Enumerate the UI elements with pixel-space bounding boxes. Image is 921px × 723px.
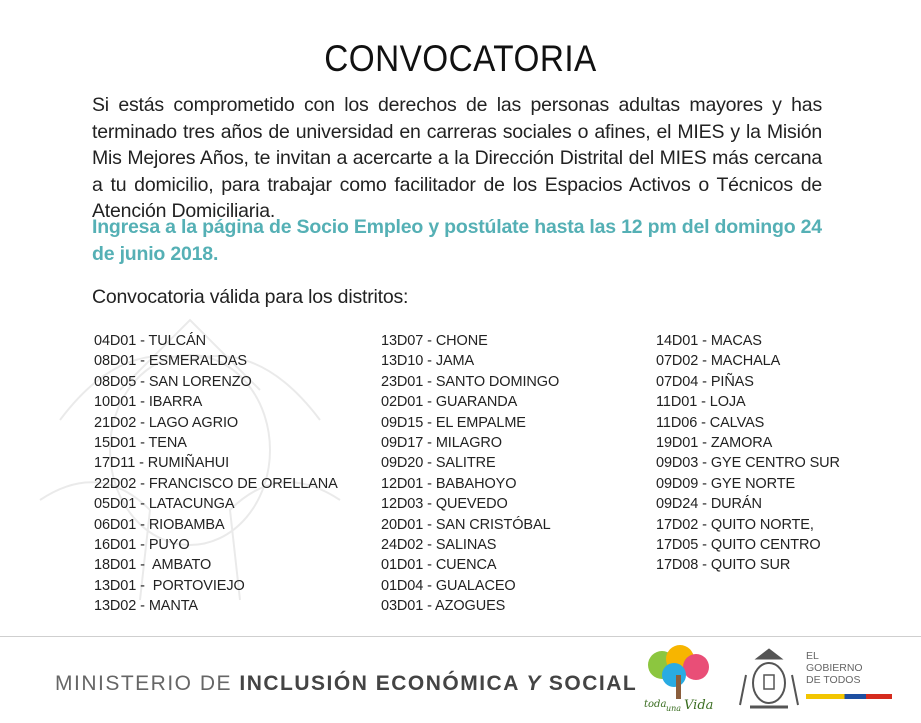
- gobierno-line-3: DE TODOS: [806, 674, 861, 686]
- district-item: 15D01 - TENA: [94, 435, 187, 452]
- district-item: 09D24 - DURÁN: [656, 496, 762, 513]
- district-item: 01D04 - GUALACEO: [381, 577, 516, 594]
- district-item: 13D02 - MANTA: [94, 598, 198, 615]
- district-item: 24D02 - SALINAS: [381, 537, 497, 554]
- district-item: 20D01 - SAN CRISTÓBAL: [381, 516, 551, 533]
- district-item: 09D09 - GYE NORTE: [656, 475, 796, 492]
- footer-divider: [0, 636, 921, 637]
- district-item: 22D02 - FRANCISCO DE ORELLANA: [94, 475, 338, 492]
- district-item: 09D20 - SALITRE: [381, 455, 496, 472]
- page-title: CONVOCATORIA: [324, 38, 597, 79]
- deadline-notice: Ingresa a la página de Socio Empleo y postúlate hasta las 12 pm del domingo 24 de junio 2018.: [92, 216, 822, 265]
- district-item: 13D01 - PORTOVIEJO: [94, 577, 245, 594]
- district-item: 08D01 - ESMERALDAS: [94, 353, 247, 370]
- district-item: 17D05 - QUITO CENTRO: [656, 537, 821, 554]
- district-item: 12D01 - BABAHOYO: [381, 475, 517, 492]
- ministry-name: [55, 672, 637, 696]
- district-item: 07D04 - PIÑAS: [656, 373, 754, 390]
- district-item: 19D01 - ZAMORA: [656, 435, 773, 452]
- district-item: 06D01 - RIOBAMBA: [94, 516, 225, 533]
- district-item: 04D01 - TULCÁN: [94, 333, 206, 349]
- district-item: 03D01 - AZOGUES: [381, 598, 506, 615]
- district-list-col2: [381, 331, 559, 617]
- vida-word-vida: Vida: [684, 698, 714, 713]
- district-item: 16D01 - PUYO: [94, 537, 190, 554]
- district-item: 14D01 - MACAS: [656, 333, 762, 349]
- district-item: 05D01 - LATACUNGA: [94, 496, 235, 513]
- district-item: 02D01 - GUARANDA: [381, 394, 518, 411]
- gobierno-line-1: EL: [806, 650, 819, 662]
- district-item: 17D08 - QUITO SUR: [656, 557, 791, 574]
- district-item: 21D02 - LAGO AGRIO: [94, 414, 239, 431]
- ecuador-coat-of-arms-icon: [736, 645, 802, 717]
- district-item: 09D17 - MILAGRO: [381, 435, 502, 452]
- district-list-col1: [94, 331, 338, 617]
- gobierno-line-2: GOBIERNO: [806, 662, 863, 674]
- vida-word-una: una: [666, 704, 682, 713]
- district-item: 08D05 - SAN LORENZO: [94, 373, 252, 390]
- district-list-col3: [656, 331, 840, 576]
- district-item: 13D10 - JAMA: [381, 353, 475, 370]
- district-item: 09D15 - EL EMPALME: [381, 414, 526, 431]
- district-item: 12D03 - QUEVEDO: [381, 496, 508, 513]
- ministry-name-bold: INCLUSIÓN ECONÓMICA: [239, 672, 527, 695]
- gobierno-de-todos-logo: [806, 650, 896, 710]
- ministry-name-y: Y: [526, 672, 549, 695]
- district-item: 10D01 - IBARRA: [94, 394, 203, 411]
- intro-paragraph: Si estás comprometido con los derechos de las personas adultas mayores y has terminado tres años de universidad en carreras sociales o afines, el MIES y la Misión Mis Mejores Años, te invitan a acercarte a la Dirección Distrital del MIES más cercana a tu domicilio, para trabajar como facilitador de los Espacios Activos o Técnicos de Atención Domiciliaria.: [92, 94, 822, 222]
- district-item: 17D02 - QUITO NORTE,: [656, 516, 814, 533]
- ministry-name-light: MINISTERIO DE: [55, 672, 240, 695]
- district-item: 13D07 - CHONE: [381, 333, 488, 349]
- district-item: 11D06 - CALVAS: [656, 414, 765, 431]
- district-item: 09D03 - GYE CENTRO SUR: [656, 455, 840, 472]
- ministry-name-social: SOCIAL: [548, 672, 638, 695]
- districts-label: Convocatoria válida para los distritos:: [92, 286, 409, 308]
- vida-word-toda: toda: [644, 699, 667, 710]
- district-item: 01D01 - CUENCA: [381, 557, 497, 574]
- district-item: 07D02 - MACHALA: [656, 353, 781, 370]
- district-item: 11D01 - LOJA: [656, 394, 746, 411]
- district-item: 23D01 - SANTO DOMINGO: [381, 373, 560, 390]
- flag-stripe: [806, 694, 892, 699]
- toda-una-vida-logo: [640, 645, 718, 715]
- district-item: 18D01 - AMBATO: [94, 557, 212, 574]
- district-item: 17D11 - RUMIÑAHUI: [94, 455, 230, 472]
